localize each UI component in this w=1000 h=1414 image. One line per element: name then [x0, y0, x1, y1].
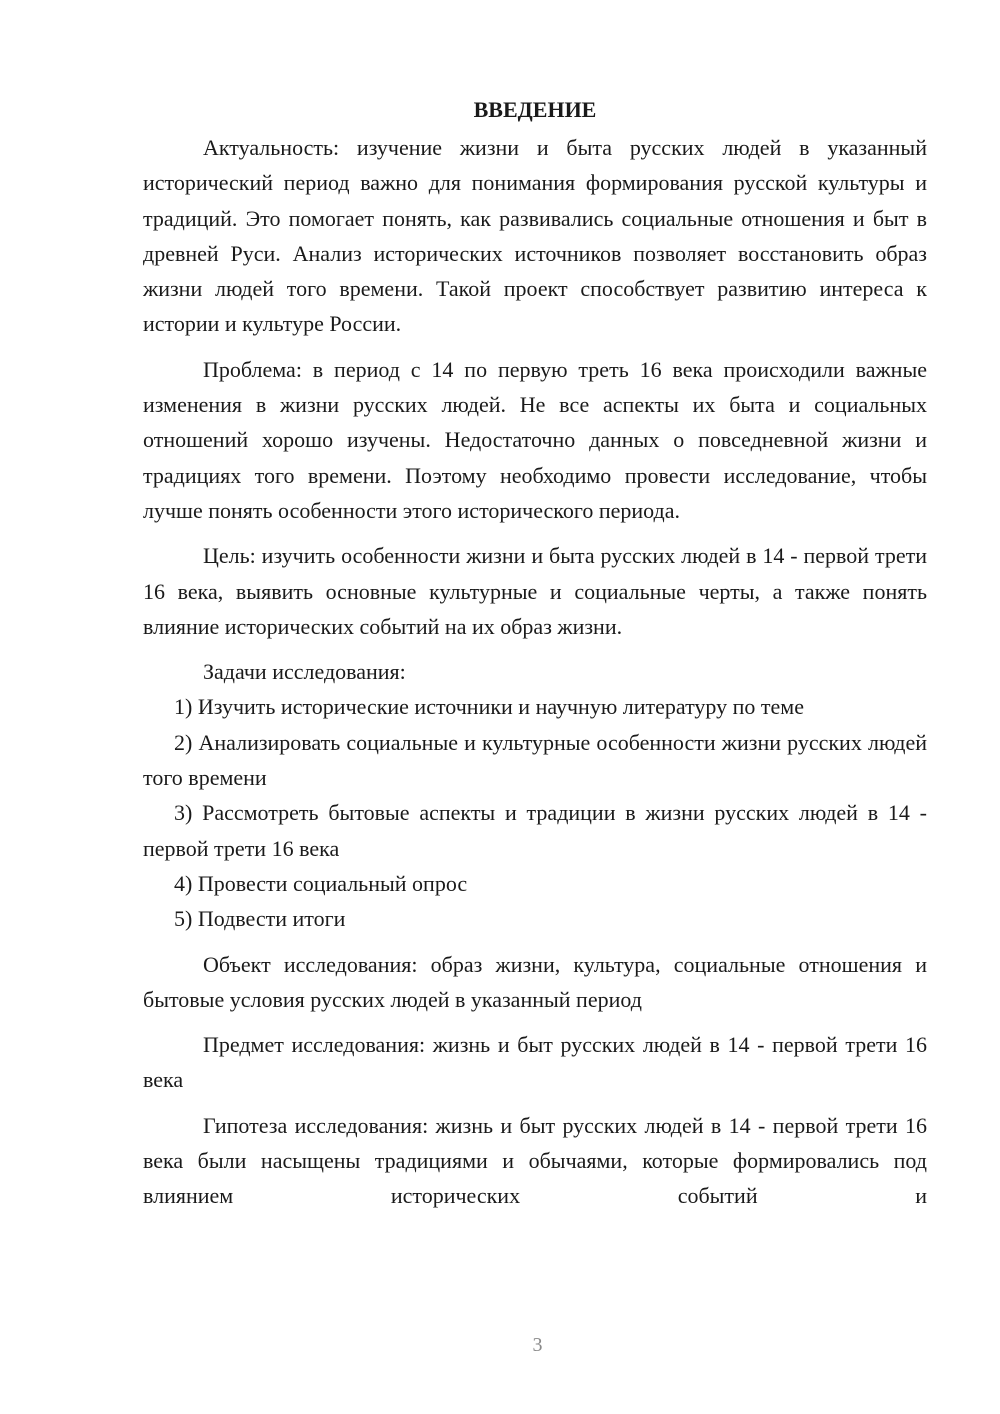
hypothesis-paragraph: Гипотеза исследования: жизнь и быт русских людей в 14 - первой трети 16 века были насыщены традициями и обычаями, которые формировались под влиянием исторических событий и: [143, 1112, 927, 1209]
task-item: 5) Подвести итоги: [174, 906, 346, 932]
subject-paragraph: Предмет исследования: жизнь и быт русских людей в 14 - первой трети 16 века: [143, 1032, 927, 1093]
task-item: 4) Провести социальный опрос: [174, 870, 468, 896]
goal-paragraph: Цель: изучить особенности жизни и быта русских людей в 14 - первой трети 16 века, выявить основные культурные и социальные черты, а также понять влияние исторических событий на их образ жизни.: [143, 543, 927, 639]
page-number: 3: [532, 1334, 543, 1356]
page-content: [143, 95, 927, 1214]
relevance-paragraph: Актуальность: изучение жизни и быта русских людей в указанный исторический период важно для понимания формирования русской культуры и традиций. Это помогает понять, как развивались социальные отношения и быт в древней Руси. Анализ исторических источников позволяет восстановить образ жизни людей того времени. Такой проект способствует развитию интереса к истории и культуре России.: [143, 135, 927, 337]
tasks-title: Задачи исследования:: [203, 659, 406, 685]
problem-paragraph: Проблема: в период с 14 по первую треть 16 века происходили важные изменения в жизни русских людей. Не все аспекты их быта и социальных отношений хорошо изучены. Недостаточно данных о повседневной жизни и традициях того времени. Поэтому необходимо провести исследование, чтобы лучше понять особенности этого исторического периода.: [143, 356, 927, 523]
task-item: 3) Рассмотреть бытовые аспекты и традиции в жизни русских людей в 14 - первой трети 16 века: [143, 800, 927, 861]
section-heading: ВВЕДЕНИЕ: [473, 97, 597, 122]
object-paragraph: Объект исследования: образ жизни, культура, социальные отношения и бытовые условия русских людей в указанный период: [143, 951, 927, 1012]
task-item: 1) Изучить исторические источники и научную литературу по теме: [174, 694, 804, 720]
task-item: 2) Анализировать социальные и культурные особенности жизни русских людей того времени: [143, 729, 927, 791]
